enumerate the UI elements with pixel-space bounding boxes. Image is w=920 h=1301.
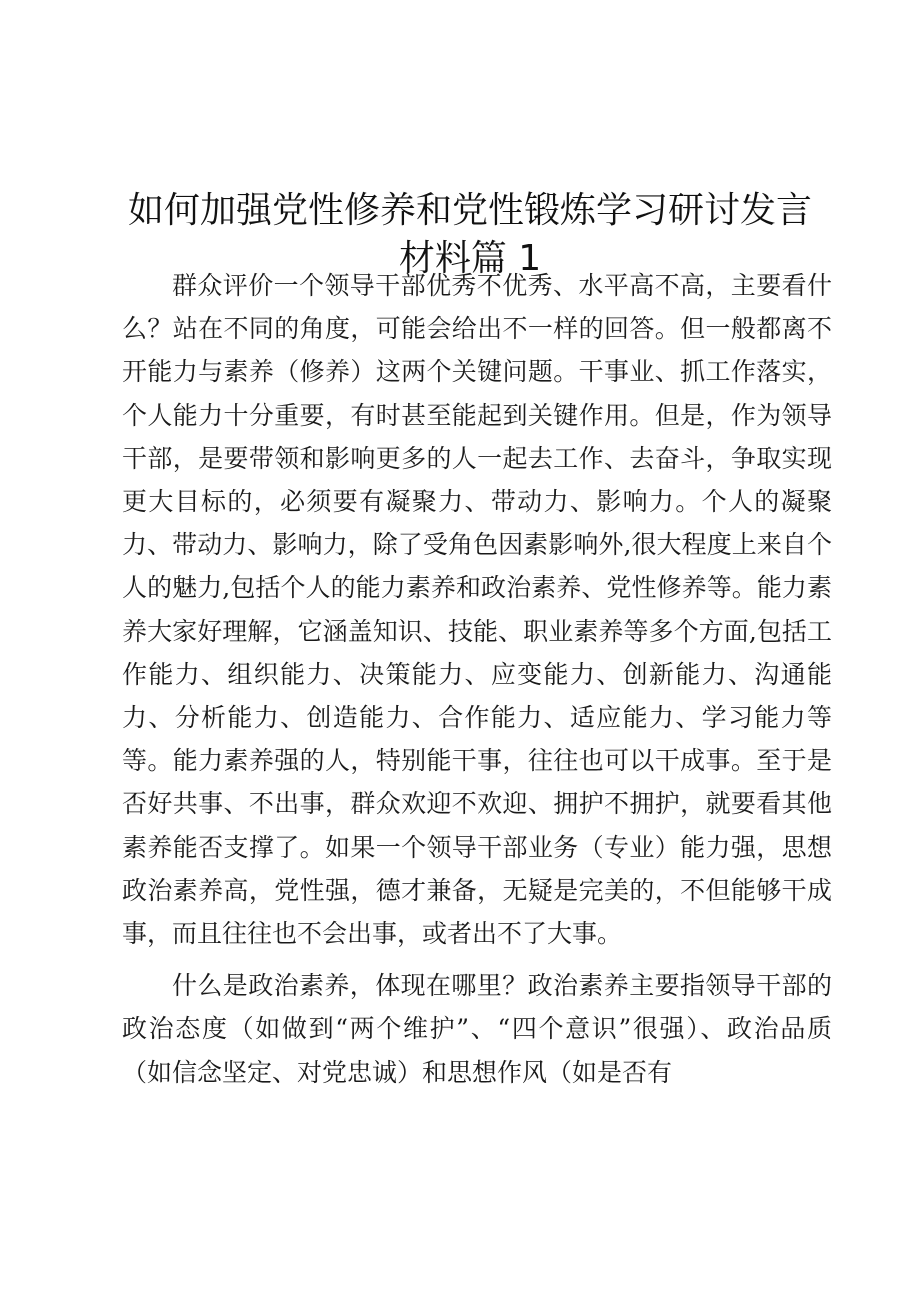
paragraph-2: 什么是政治素养，体现在哪里？政治素养主要指领导干部的政治态度（如做到“两个维护”、“四个意识”很强）、政治品质（如信念坚定、对党忠诚）和思想作风（如是否有	[122, 971, 832, 1087]
paragraph-1: 群众评价一个领导干部优秀不优秀、水平高不高，主要看什么？站在不同的角度，可能会给出不一样的回答。但一般都离不开能力与素养（修养）这两个关键问题。干事业、抓工作落实，个人能力十分重要，有时甚至能起到关键作用。但是，作为领导干部，是要带领和影响更多的人一起去工作、去奋斗，争取实现更大目标的，必须要有凝聚力、带动力、影响力。个人的凝聚力、带动力、影响力，除了受角色因素影响外,很大程度上来自个人的魅力,包括个人的能力素养和政治素养、党性修养等。能力素养大家好理解，它涵盖知识、技能、职业素养等多个方面,包括工作能力、组织能力、决策能力、应变能力、创新能力、沟通能力、分析能力、创造能力、合作能力、适应能力、学习能力等等。能力素养强的人，特别能干事，往往也可以干成事。至于是否好共事、不出事，群众欢迎不欢迎、拥护不拥护，就要看其他素养能否支撑了。如果一个领导干部业务（专业）能力强，思想政治素养高，党性强，德才兼备，无疑是完美的，不但能够干成事，而且往往也不会出事，或者出不了大事。	[122, 271, 832, 949]
document-title: 如何加强党性修养和党性锻炼学习研讨发言材料篇 1	[127, 190, 812, 280]
document-body	[122, 264, 832, 1094]
